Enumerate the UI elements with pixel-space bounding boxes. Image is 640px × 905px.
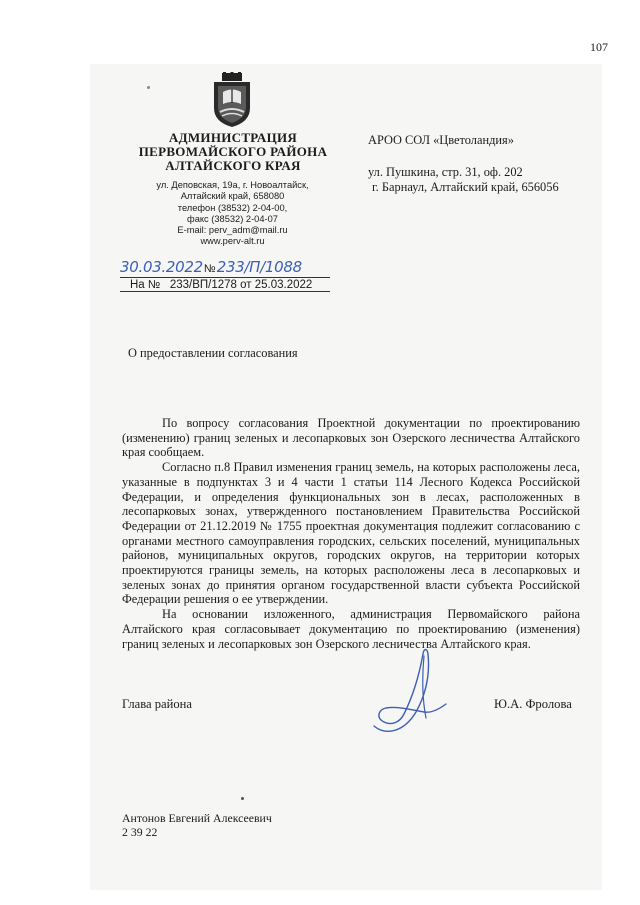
handwritten-number: 233/П/1088	[216, 258, 302, 276]
recipient-address-line: г. Барнаул, Алтайский край, 656056	[372, 180, 559, 194]
coat-of-arms-icon	[210, 72, 254, 128]
org-line: АЛТАЙСКОГО КРАЯ	[165, 158, 301, 173]
recipient-address-line: ул. Пушкина, стр. 31, оф. 202	[368, 165, 523, 179]
outgoing-registration-line	[120, 258, 330, 278]
contact-line: E-mail: perv_adm@mail.ru	[177, 225, 288, 236]
body-paragraph: На основании изложенного, администрация Первомайского района Алтайского края согласовывает документацию по проектированию (изменения) границ зеленых и лесопарковых зон Озерского лесничества Алтайского края.	[122, 607, 580, 651]
contact-line: телефон (38532) 2-04-00,	[177, 202, 288, 213]
contact-line: ул. Деповская, 19а, г. Новоалтайск,	[156, 180, 309, 190]
executor-name: Антонов Евгений Алексеевич	[122, 811, 272, 825]
letter-subject: О предоставлении согласования	[128, 346, 298, 360]
executor-block	[122, 811, 272, 839]
org-line: АДМИНИСТРАЦИЯ	[168, 130, 298, 145]
signatory-name: Ю.А. Фролова	[494, 697, 572, 711]
sender-contacts	[130, 180, 335, 248]
recipient-block	[368, 133, 608, 195]
body-paragraph: По вопросу согласования Проектной документации по проектированию (изменению) границ зеленых и лесопарковых зон Озерского лесничества Алтайского края сообщаем.	[122, 416, 580, 460]
number-sign: №	[203, 263, 216, 275]
handwritten-date: 30.03.2022	[120, 258, 203, 276]
handwritten-signature	[368, 642, 453, 738]
sender-org-name	[118, 131, 348, 173]
scan-speck	[147, 86, 150, 89]
org-line: ПЕРВОМАЙСКОГО РАЙОНА	[138, 144, 328, 159]
body-paragraph: Согласно п.8 Правил изменения границ земель, на которых расположены леса, указанные в подпунктах 3 и 4 части 1 статьи 114 Лесного Кодекса Российской Федерации, и определения функциональных зон в лесах, расположенных в лесопарковых зонах, утвержденного постановлением Правительства Российской Федерации от 21.12.2019 № 1755 проектная документация подлежит согласованию с органами местного самоуправления городских, сельских поселений, муниципальных районов, муниципальных округов, городских округов, на территории которых проектируются границы земель, на которых расположены леса в лесопарковых и зеленых зонах до принятия органом государственной власти субъекта Российской Федерации решения о ее утверждении.	[122, 460, 580, 607]
signatory-title: Глава района	[122, 697, 192, 711]
scan-speck	[241, 797, 244, 800]
contact-line: Алтайский край, 658080	[180, 191, 285, 202]
recipient-name: АРОО СОЛ «Цветоландия»	[368, 133, 514, 147]
contact-line: www.perv-alt.ru	[200, 236, 265, 247]
reply-reference-line: На № 233/ВП/1278 от 25.03.2022	[120, 279, 330, 292]
letter-body	[122, 416, 580, 651]
page-number: 107	[590, 40, 608, 54]
executor-phone: 2 39 22	[122, 825, 158, 839]
registration-block	[120, 258, 350, 292]
contact-line: факс (38532) 2-04-07	[187, 213, 278, 224]
